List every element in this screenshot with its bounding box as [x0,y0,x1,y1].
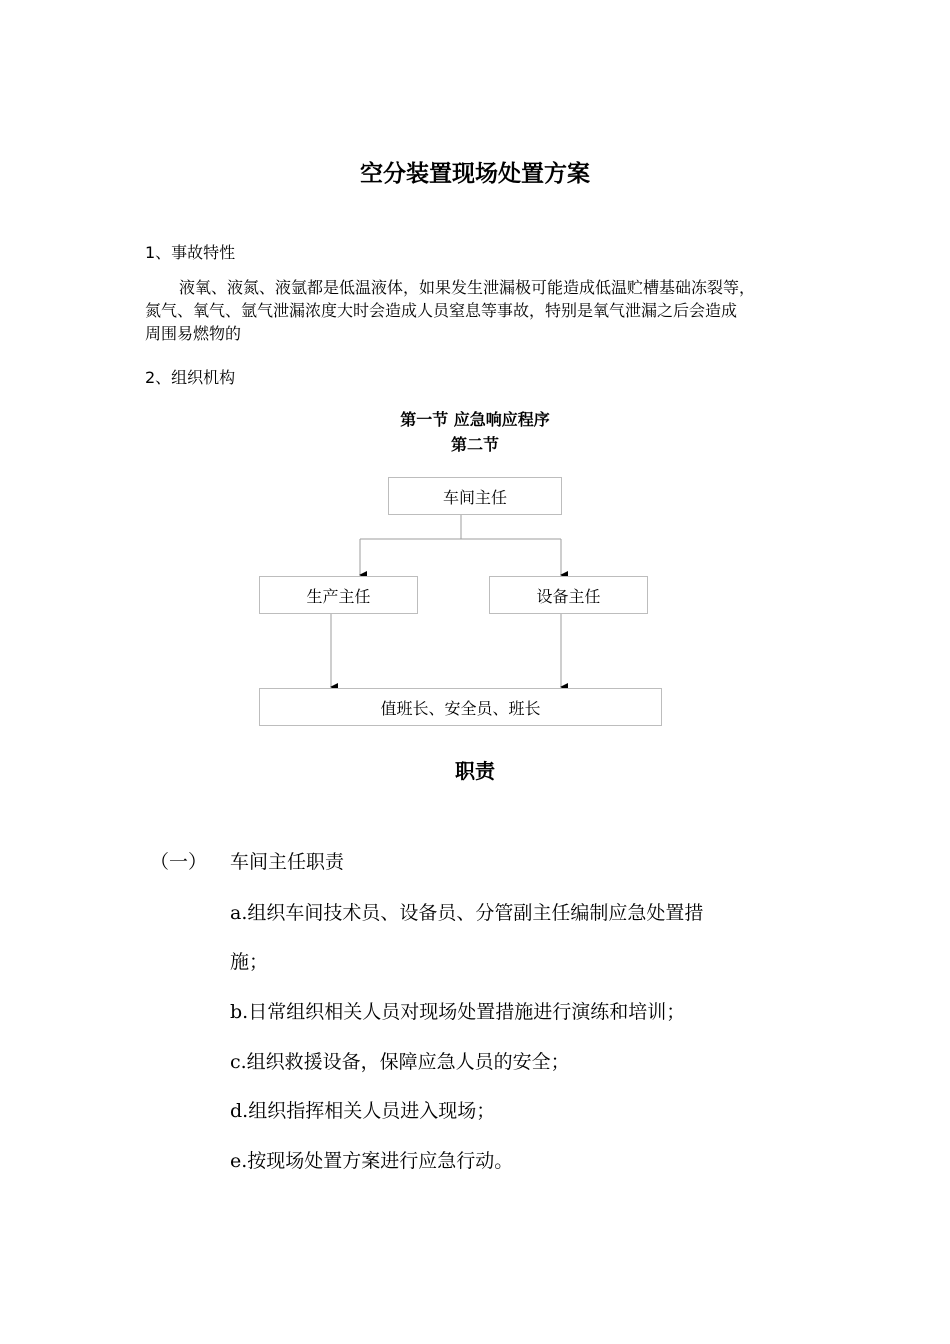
duty-item: d.组织指挥相关人员进入现场； [230,1100,496,1122]
sub-heading-section-two: 第二节 [450,435,499,454]
duty-item: e.按现场处置方案进行应急行动。 [230,1150,514,1172]
org-box-production-director: 生产主任 [259,576,418,614]
duties-heading: 职责 [455,759,495,783]
duty-item: c.组织救援设备，保障应急人员的安全； [230,1051,570,1073]
sub-heading-response-procedure: 第一节 应急响应程序 [400,410,550,429]
org-box-shift-staff: 值班长、安全员、班长 [259,688,662,726]
duty-item: a.组织车间技术员、设备员、分管副主任编制应急处置措 [230,902,704,924]
paragraph-line: 氮气、氧气、氩气泄漏浓度大时会造成人员窒息等事故，特别是氧气泄漏之后会造成 [145,301,738,320]
document-title: 空分装置现场处置方案 [360,161,590,187]
duty-group-title: 车间主任职责 [230,851,345,873]
org-box-equipment-director: 设备主任 [489,576,648,614]
duty-group-number: （一） [150,851,208,873]
org-box-workshop-director: 车间主任 [388,477,562,515]
section-heading-accident-characteristics: 1、事故特性 [145,243,236,262]
duty-item: b.日常组织相关人员对现场处置措施进行演练和培训； [230,1001,686,1023]
paragraph-line: 周围易燃物的 [145,324,242,343]
paragraph-line: 液氧、液氮、液氩都是低温液体，如果发生泄漏极可能造成低温贮槽基础冻裂等， [179,278,756,297]
section-heading-organization: 2、组织机构 [145,368,236,387]
duty-item: 施； [230,951,269,973]
